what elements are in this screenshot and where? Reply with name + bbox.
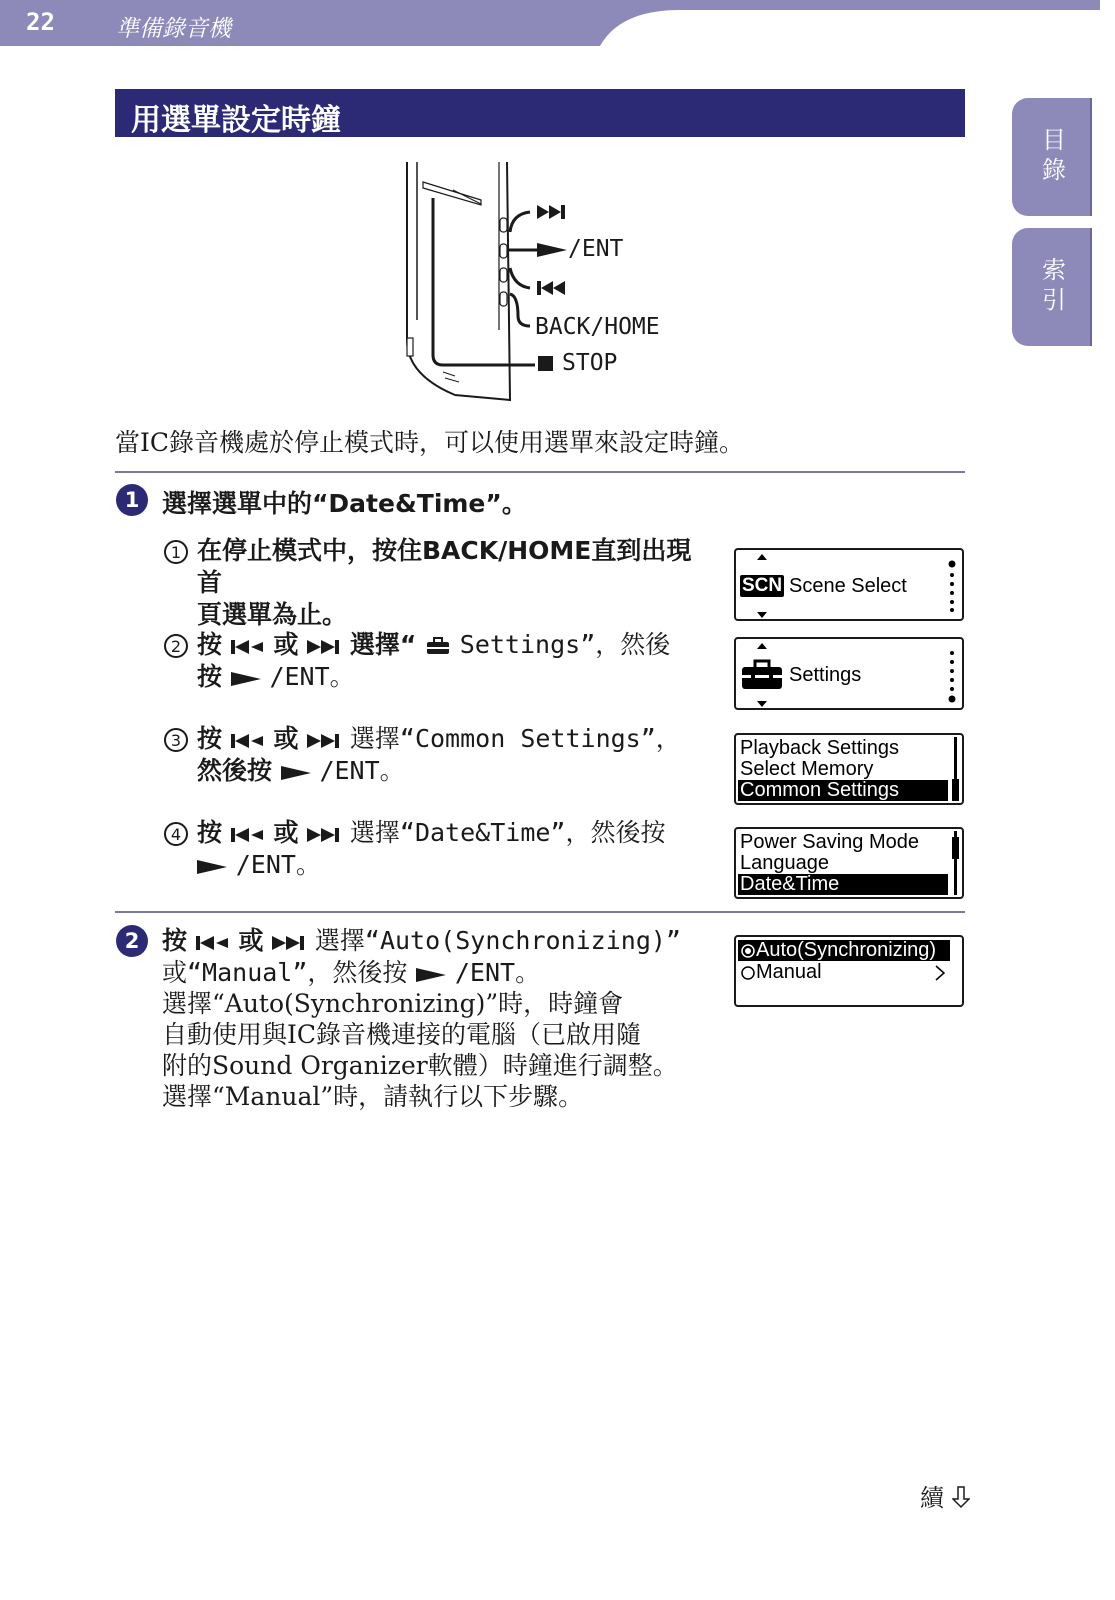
menu-item-label: Manual [756,961,822,983]
down-arrow-icon [756,700,768,708]
text-fragment: 按 [197,818,223,847]
back-home-label: BACK/HOME [535,314,660,340]
body-line: 自動使用與IC錄音機連接的電腦（已啟用隨 [162,1020,642,1049]
body-line: 選擇“Manual”時，請執行以下步驟。 [162,1082,584,1111]
stop-label: STOP [562,350,618,376]
step2-body [162,988,722,1112]
substep-number: 4 [164,822,188,846]
continued-label: 續 [920,1484,944,1512]
intro-text: 當IC錄音機處於停止模式時，可以使用選單來設定時鐘。 [115,428,745,457]
play-icon [281,764,311,782]
fast-forward-icon [537,204,567,220]
menu-item-selected: Date&Time [738,874,948,895]
menu-item-selected: Common Settings [738,780,948,801]
fast-forward-icon [307,638,341,656]
tab-index-label: 索引 [1037,257,1066,317]
fast-forward-icon [307,732,341,750]
play-ent-label: /ENT [568,236,624,262]
screen-common-settings-menu [734,827,964,899]
body-line: 附的Sound Organizer軟體）時鐘進行調整。 [162,1051,678,1080]
scroll-dots-icon [948,560,956,614]
section-title: 用選單設定時鐘 [131,103,341,138]
text-fragment: 選擇“ [349,630,417,659]
radio-unselected-icon [740,965,756,981]
text-fragment: 按 [162,926,188,955]
text-fragment: 然後按 [197,756,273,785]
substep-text [197,723,697,787]
text-fragment: 或 [273,818,299,847]
scrollbar-thumb [952,779,959,801]
chevron-right-icon [934,964,946,982]
screen-scene-select [734,548,964,621]
radio-selected-icon [740,943,756,959]
tab-index[interactable] [1012,228,1092,346]
text-fragment: 或 [273,724,299,753]
stop-icon [537,355,555,373]
menu-item: Language [740,852,829,874]
screen-label: Scene Select [789,575,907,597]
substep-line: 頁選單為止。 [197,600,348,629]
screen-settings [734,637,964,710]
step-heading: 選擇選單中的“Date&Time”。 [162,489,527,518]
scn-badge: SCN [742,575,783,596]
play-icon [197,858,227,876]
scroll-dots-icon [948,649,956,703]
text-fragment: 按 [197,630,223,659]
body-line: 選擇“Auto(Synchronizing)”時，時鐘會 [162,989,624,1018]
text-fragment: 選擇“Auto(Synchronizing)” [314,926,681,955]
step-heading [162,925,702,989]
text-fragment: 選擇“Common Settings”， [349,724,681,753]
text-fragment: 或“Manual”，然後按 [162,958,408,987]
toolbox-icon [425,636,451,656]
text-fragment: 或 [273,630,299,659]
rewind-icon [231,826,265,844]
play-icon [231,670,261,688]
toolbox-icon [741,659,783,691]
play-icon [416,966,446,984]
fast-forward-icon [307,826,341,844]
menu-item: Select Memory [740,758,874,780]
step-number: 2 [116,925,148,957]
chapter-title: 準備錄音機 [116,16,231,42]
substep-text [197,535,697,631]
text-fragment: /ENT。 [235,850,321,879]
substep-line: 在停止模式中，按住BACK/HOME直到出現首 [197,536,692,597]
rewind-icon [231,638,265,656]
down-arrow-icon [952,1485,970,1509]
text-fragment: /ENT。 [269,662,355,691]
text-fragment: 選擇“Date&Time”，然後按 [349,818,666,847]
text-fragment: Settings”，然後 [459,630,671,659]
up-arrow-icon [756,642,768,650]
text-fragment: /ENT。 [319,756,405,785]
scrollbar-thumb [952,837,959,859]
text-fragment: 按 [197,724,223,753]
page-number: 22 [26,8,55,36]
rewind-icon [231,732,265,750]
substep-number: 1 [164,540,188,564]
menu-item [740,962,822,983]
up-arrow-icon [756,553,768,561]
divider [115,471,965,473]
play-icon [537,241,567,259]
substep-number: 2 [164,634,188,658]
text-fragment: /ENT。 [454,958,541,987]
rewind-icon [537,280,567,296]
text-fragment: 按 [197,662,223,691]
menu-item: Power Saving Mode [740,831,919,853]
continued-indicator [920,1478,970,1513]
substep-text [197,629,697,693]
step-number: 1 [116,484,148,516]
fast-forward-icon [272,934,306,952]
text-fragment: 或 [238,926,264,955]
rewind-icon [196,934,230,952]
screen-date-time-mode [734,935,964,1007]
screen-settings-menu [734,733,964,805]
menu-item-selected [738,940,950,961]
menu-item: Playback Settings [740,737,899,759]
button-leader-lines [500,196,540,336]
divider [115,911,965,913]
tab-toc-label: 目錄 [1037,127,1066,187]
screen-label: Settings [789,664,862,686]
substep-number: 3 [164,728,188,752]
tab-table-of-contents[interactable] [1012,98,1092,216]
menu-item-label: Auto(Synchronizing) [756,939,937,961]
down-arrow-icon [756,611,768,619]
substep-text [197,817,697,881]
